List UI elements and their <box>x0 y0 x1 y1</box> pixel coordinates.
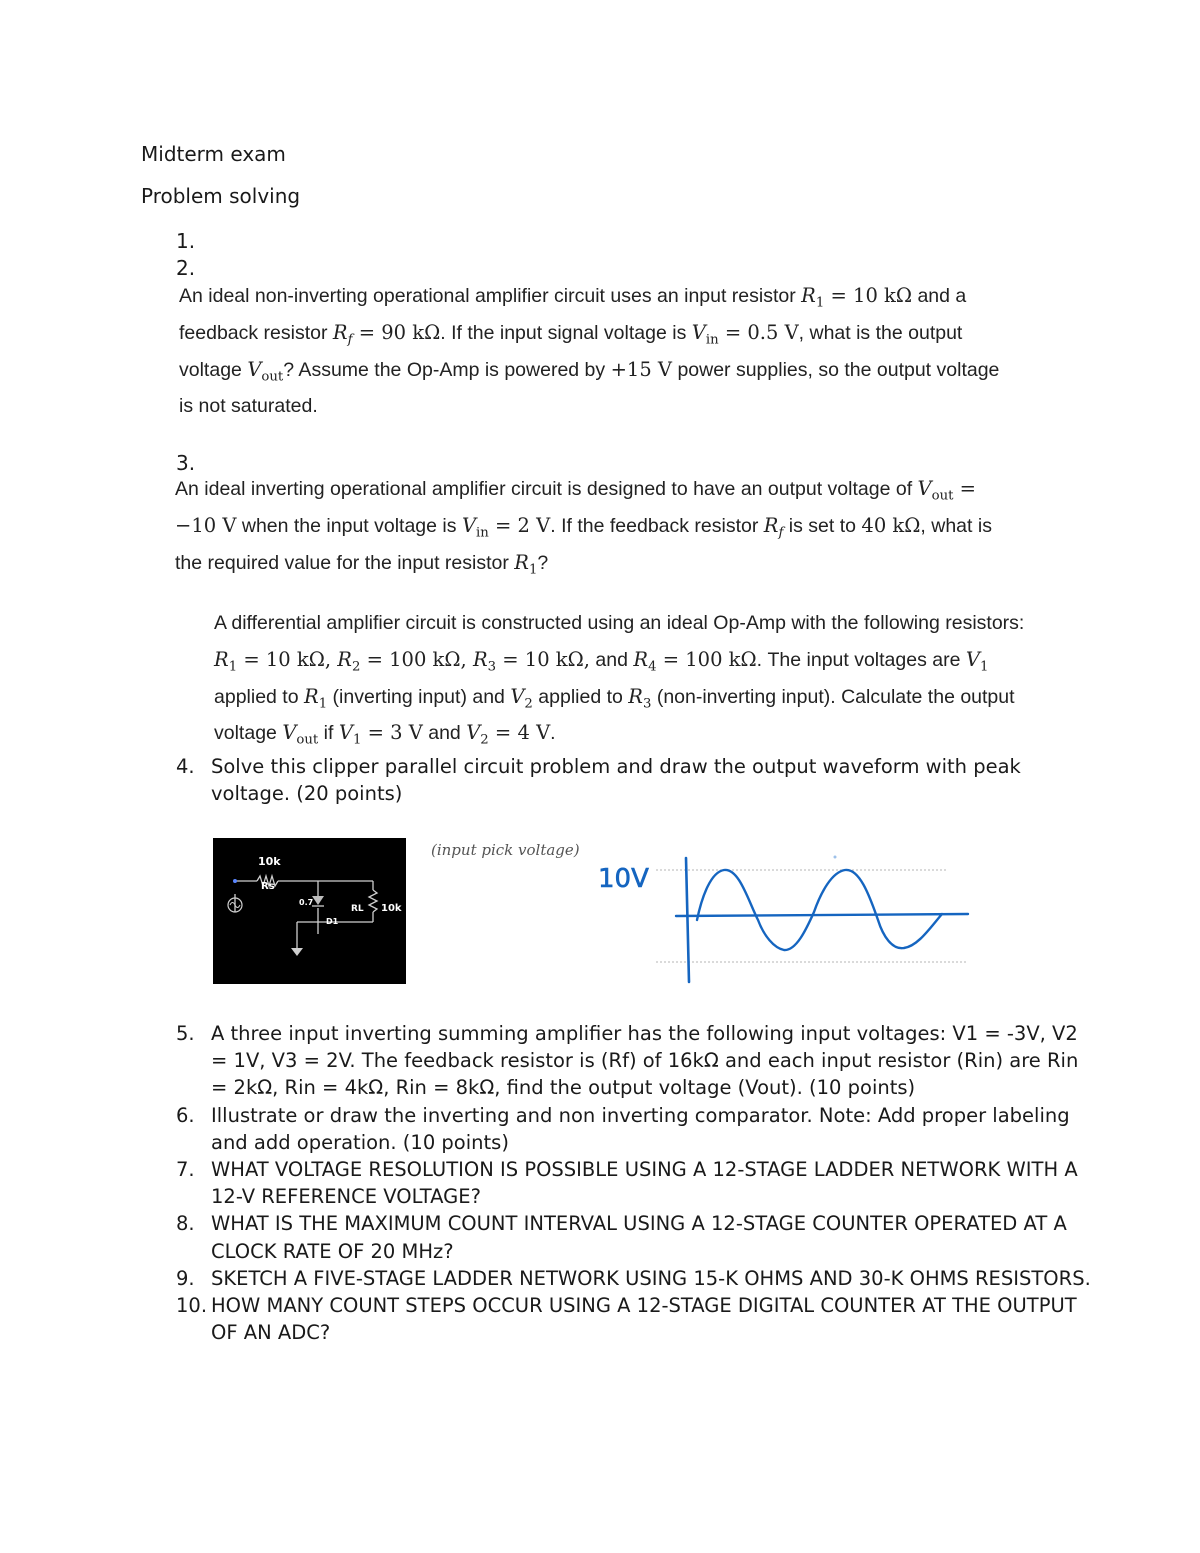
differential-amplifier-text: A differential amplifier circuit is constructed using an ideal Op-Amp with the following resistors: $R_1 = 10$ kΩ, $R_2 = 100$ kΩ, $R_3 = 10$ kΩ, and $R_4 = 100$ kΩ. The input voltages are $V_1$ applied to $R_1$ (inverting input) and $V_2$ applied to $R_3$ (non-inverting input). Calculate the output voltage $V_{out}$ if $V_1 = 3$ V and $V_2 = 4$ V. <box>214 612 1025 749</box>
resistor-rs-label: Rs <box>261 881 275 892</box>
input-waveform-svg <box>428 836 988 988</box>
input-peak-caption: (input pick voltage) <box>431 841 580 859</box>
time-axis <box>676 914 968 916</box>
problem-4-text: Solve this clipper parallel circuit problem and draw the output waveform with peak voltage. (20 points) <box>211 755 1021 806</box>
problem-4 <box>176 753 1096 807</box>
resistor-rl-label: RL <box>351 904 364 914</box>
document-title: Midterm exam <box>141 142 286 166</box>
problem-10: 10. HOW MANY COUNT STEPS OCCUR USING A 12-STAGE DIGITAL COUNTER AT THE OUTPUT OF AN ADC? <box>176 1294 1077 1345</box>
problem-7: 7. WHAT VOLTAGE RESOLUTION IS POSSIBLE USING A 12-STAGE LADDER NETWORK WITH A 12-V REFERENCE VOLTAGE? <box>176 1158 1078 1209</box>
clipper-circuit-diagram <box>213 838 406 984</box>
vertical-axis <box>686 858 689 982</box>
problem-8: 8. WHAT IS THE MAXIMUM COUNT INTERVAL USING A 12-STAGE COUNTER OPERATED AT A CLOCK RATE OF 20 MHz? <box>176 1212 1067 1263</box>
input-waveform-sketch <box>428 836 988 988</box>
problem-3-number: 3. <box>176 451 196 475</box>
problem-1-number: 1. <box>176 229 196 253</box>
resistor-rl-value: 10k <box>381 903 402 914</box>
problem-4-number: 4. <box>176 755 195 778</box>
section-heading: Problem solving <box>141 184 301 208</box>
problem-2-number: 2. <box>176 256 196 280</box>
clipper-circuit-image <box>213 838 406 984</box>
problem-2-text: An ideal non-inverting operational amplifier circuit uses an input resistor $R_1 = 10$ kΩ and a feedback resistor $R_f = 90$ kΩ. If the input signal voltage is $V_{in} = 0.5$ V, what is the output voltage $V_{out}$? Assume the Op-Amp is powered by +15 V power supplies, so the output voltage is not saturated. <box>179 284 1000 418</box>
sine-wave <box>697 870 942 950</box>
problem-list <box>176 1020 1096 1346</box>
peak-voltage-label: 10V <box>598 864 649 894</box>
diode-label: D1 <box>326 917 339 926</box>
problem-3-text: An ideal inverting operational amplifier circuit is designed to have an output voltage of $V_{out}$ = −10 V when the input voltage is $V_{in} = 2$ V. If the feedback resistor $R_f$ is set to 40 kΩ, what is the required value for the input resistor $R_1$? <box>175 477 992 578</box>
problem-6: 6. Illustrate or draw the inverting and non inverting comparator. Note: Add proper labeling and add operation. (10 points) <box>176 1103 1070 1154</box>
resistor-rs-value: 10k <box>258 855 281 868</box>
problem-9: 9. SKETCH A FIVE-STAGE LADDER NETWORK USING 15-K OHMS AND 30-K OHMS RESISTORS. <box>176 1266 1091 1290</box>
problem-5: 5. A three input inverting summing amplifier has the following input voltages: V1 = -3V, V2 = 1V, V3 = 2V. The feedback resistor is (Rf) of 16kΩ and each input resistor (Rin) are Rin = 2kΩ, Rin = 4kΩ, Rin = 8kΩ, find the output voltage (Vout). (10 points) <box>176 1022 1079 1100</box>
diode-voltage-label: 0.7 <box>299 898 314 907</box>
